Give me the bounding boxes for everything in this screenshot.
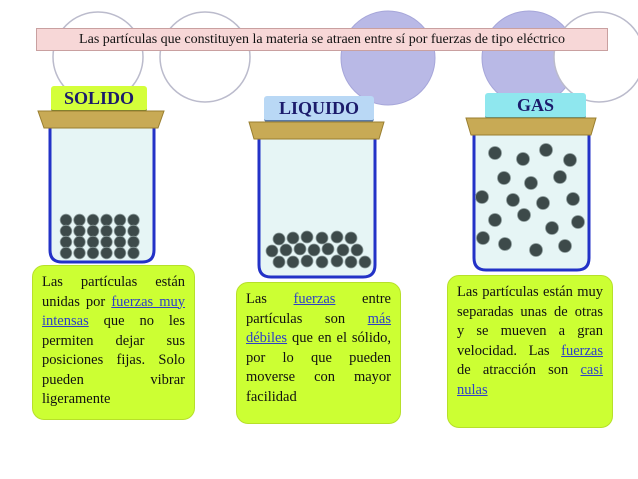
- particle: [537, 197, 550, 210]
- particle: [74, 214, 86, 226]
- link-fuerzas[interactable]: fuerzas: [293, 291, 336, 307]
- liquido-title: LIQUIDO: [264, 96, 374, 122]
- particle: [114, 247, 126, 259]
- particle: [128, 225, 140, 237]
- particle: [74, 236, 86, 248]
- particle: [322, 243, 334, 255]
- particle: [359, 256, 371, 268]
- link-fuerzas-muy-intensas[interactable]: fuerzas muy intensas: [42, 293, 186, 329]
- particle: [101, 225, 113, 237]
- particle: [489, 214, 502, 227]
- particle: [476, 191, 489, 204]
- particle: [301, 231, 313, 243]
- particle: [101, 236, 113, 248]
- particle: [101, 214, 113, 226]
- particle: [266, 245, 278, 257]
- particle: [546, 222, 559, 235]
- link-casi-nulas[interactable]: casi nulas: [457, 362, 603, 398]
- particle: [114, 214, 126, 226]
- liquido-jar: [249, 122, 384, 277]
- particle: [114, 225, 126, 237]
- particle: [351, 244, 363, 256]
- particle: [87, 247, 99, 259]
- particle: [101, 247, 113, 259]
- particle: [273, 256, 285, 268]
- gas-description: Las partículas están muy separadas unas de otras y se mueven a gran velocidad. Las fuerzas de atracción son casi nulas: [447, 275, 613, 428]
- particle: [301, 255, 313, 267]
- particle: [518, 209, 531, 222]
- particle: [499, 238, 512, 251]
- solido-jar-lid: [38, 111, 164, 128]
- particle: [345, 256, 357, 268]
- particle: [507, 194, 520, 207]
- particle: [572, 216, 585, 229]
- particle: [87, 225, 99, 237]
- particle: [308, 244, 320, 256]
- particle: [280, 244, 292, 256]
- particle: [74, 247, 86, 259]
- particle: [559, 240, 572, 253]
- particle: [87, 214, 99, 226]
- solido-title: SOLIDO: [51, 86, 147, 112]
- particle: [74, 225, 86, 237]
- solido-description: Las partículas están unidas por fuerzas muy intensas que no les permiten dejar sus posiciones fijas. Solo pueden vibrar ligeramente: [32, 265, 195, 420]
- particle: [60, 236, 72, 248]
- particle: [331, 255, 343, 267]
- liquido-particles: [266, 231, 371, 268]
- particle: [477, 232, 490, 245]
- link-fuerzas-gas[interactable]: fuerzas: [561, 342, 603, 359]
- particle: [273, 233, 285, 245]
- link-mas-debiles[interactable]: más débiles: [246, 310, 391, 346]
- particle: [564, 154, 577, 167]
- particle: [517, 153, 530, 166]
- particle: [128, 236, 140, 248]
- particle: [60, 225, 72, 237]
- particle: [287, 256, 299, 268]
- particle: [540, 144, 553, 157]
- particle: [128, 214, 140, 226]
- particle: [337, 244, 349, 256]
- particle: [114, 236, 126, 248]
- gas-jar-lid: [466, 118, 596, 135]
- particle: [128, 247, 140, 259]
- particle: [489, 147, 502, 160]
- particle: [345, 232, 357, 244]
- particle: [331, 231, 343, 243]
- particle: [294, 243, 306, 255]
- header-banner: Las partículas que constituyen la materia se atraen entre sí por fuerzas de tipo eléctrico: [36, 28, 608, 51]
- particle: [530, 244, 543, 257]
- particle: [60, 247, 72, 259]
- liquido-description: Las fuerzas entre partículas son más débiles que en el sólido, por lo que pueden moverse con mayor facilidad: [236, 282, 401, 424]
- particle: [60, 214, 72, 226]
- particle: [554, 171, 567, 184]
- gas-jar: [466, 118, 596, 270]
- liquido-jar-lid: [249, 122, 384, 139]
- particle: [287, 232, 299, 244]
- gas-title: GAS: [485, 93, 586, 119]
- solido-jar: [38, 111, 164, 262]
- particle: [316, 232, 328, 244]
- particle: [316, 256, 328, 268]
- particle: [525, 177, 538, 190]
- particle: [567, 193, 580, 206]
- particle: [498, 172, 511, 185]
- particle: [87, 236, 99, 248]
